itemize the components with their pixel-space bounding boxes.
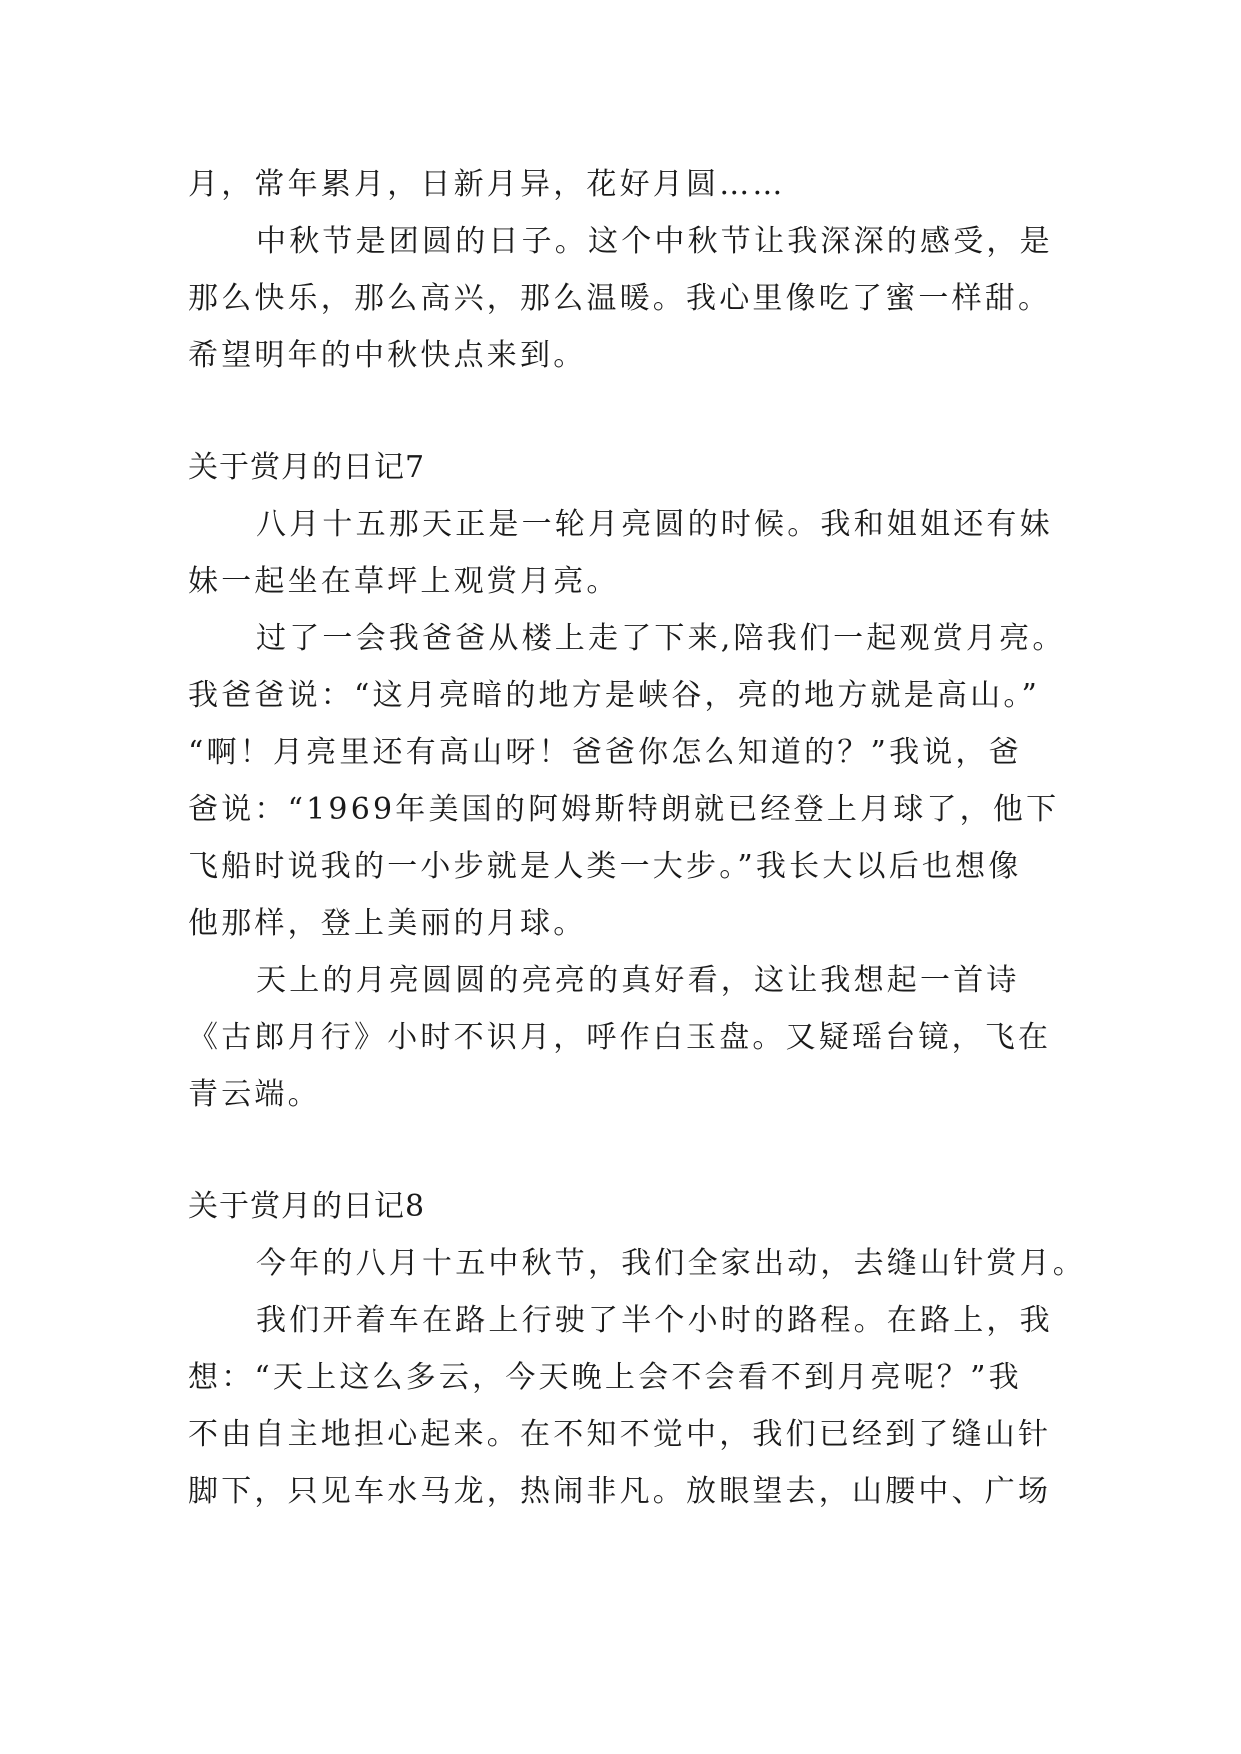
paragraph-line: 脚下，只见车水马龙，热闹非凡。放眼望去，山腰中、广场 bbox=[188, 1474, 1052, 1509]
paragraph-line: 今年的八月十五中秋节，我们全家出动，去缝山针赏月。 bbox=[256, 1246, 1086, 1281]
paragraph-line: 青云端。 bbox=[188, 1077, 321, 1112]
paragraph-line: 月，常年累月，日新月异，花好月圆…… bbox=[188, 167, 786, 202]
paragraph-line: 过了一会我爸爸从楼上走了下来,陪我们一起观赏月亮。 bbox=[256, 621, 1066, 656]
paragraph-line: 不由自主地担心起来。在不知不觉中，我们已经到了缝山针 bbox=[188, 1417, 1052, 1452]
paragraph-line: 飞船时说我的一小步就是人类一大步。”我长大以后也想像 bbox=[188, 849, 1022, 884]
paragraph-line: 中秋节是团圆的日子。这个中秋节让我深深的感受，是 bbox=[256, 224, 1053, 259]
paragraph-line: 八月十五那天正是一轮月亮圆的时候。我和姐姐还有妹 bbox=[256, 507, 1053, 542]
paragraph-line: 我爸爸说：“这月亮暗的地方是峡谷，亮的地方就是高山。” bbox=[188, 678, 1041, 713]
paragraph-line: 《古郎月行》小时不识月，呼作白玉盘。又疑瑶台镜，飞在 bbox=[188, 1020, 1052, 1055]
paragraph-line: 爸说：“1969年美国的阿姆斯特朗就已经登上月球了，他下 bbox=[188, 792, 1060, 827]
section-heading: 关于赏月的日记8 bbox=[188, 1189, 426, 1224]
paragraph-line: 我们开着车在路上行驶了半个小时的路程。在路上，我 bbox=[256, 1303, 1053, 1338]
paragraph-line: 妹一起坐在草坪上观赏月亮。 bbox=[188, 564, 620, 599]
paragraph-line: “啊！月亮里还有高山呀！爸爸你怎么知道的？”我说，爸 bbox=[188, 735, 1022, 770]
paragraph-line: 天上的月亮圆圆的亮亮的真好看，这让我想起一首诗 bbox=[256, 963, 1020, 998]
paragraph-line: 希望明年的中秋快点来到。 bbox=[188, 338, 587, 373]
paragraph-line: 想：“天上这么多云，今天晚上会不会看不到月亮呢？”我 bbox=[188, 1360, 1022, 1395]
paragraph-line: 他那样，登上美丽的月球。 bbox=[188, 906, 587, 941]
section-heading: 关于赏月的日记7 bbox=[188, 450, 426, 485]
paragraph-line: 那么快乐，那么高兴，那么温暖。我心里像吃了蜜一样甜。 bbox=[188, 281, 1052, 316]
